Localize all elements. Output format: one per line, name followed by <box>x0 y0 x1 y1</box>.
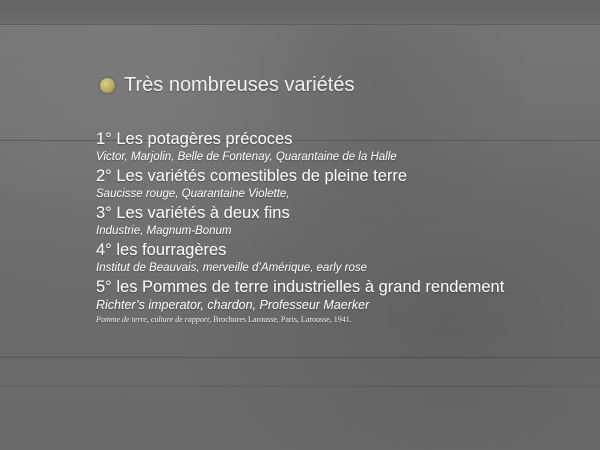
varieties-list <box>96 129 596 326</box>
slide-title: Très nombreuses variétés <box>124 74 355 96</box>
top-band <box>0 0 600 25</box>
category-heading-1: 1° Les potagères précoces <box>96 130 293 148</box>
category-detail-5: Richter’s imperator, chardon, Professeur Maerker <box>96 298 370 312</box>
category-heading-2: 2° Les variétés comestibles de pleine terre <box>96 167 408 185</box>
source-citation <box>96 314 596 326</box>
category-detail-1: Victor, Marjolin, Belle de Fontenay, Quarantaine de la Halle <box>96 151 397 163</box>
category-heading-4: 4° les fourragères <box>96 241 227 259</box>
slide-title-row <box>100 74 354 97</box>
category-heading-5: 5° les Pommes de terre industrielles à grand rendement <box>96 278 505 296</box>
source-publisher: Brochures Larousse, Paris, Larousse, 1941. <box>211 315 352 324</box>
bullet-dot-icon <box>100 78 115 93</box>
category-detail-3: Industrie, Magnum-Bonum <box>96 225 232 237</box>
texture-line <box>0 357 600 358</box>
texture-line <box>0 386 600 387</box>
category-detail-4: Institut de Beauvais, merveille d’Amérique, early rose <box>96 262 368 274</box>
source-title: Pomme de terre, culture de rapport, <box>96 315 212 324</box>
category-heading-3: 3° Les variétés à deux fins <box>96 204 290 222</box>
category-detail-2: Saucisse rouge, Quarantaine Violette, <box>96 188 290 200</box>
